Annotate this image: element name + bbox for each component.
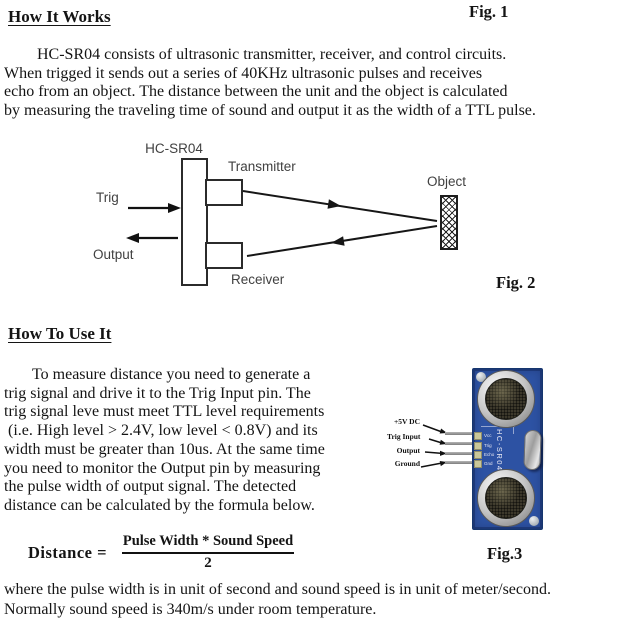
formula-lhs: Distance =	[28, 543, 108, 562]
section-heading-how-to-use-it: How To Use It	[8, 324, 112, 343]
pin-label-trig-input: Trig Input	[387, 432, 421, 441]
fig2-label: Fig. 2	[496, 273, 536, 292]
solder-pad	[474, 460, 482, 468]
text-line: where the pulse width is in unit of second and sound speed is in unit of meter/second.	[4, 581, 552, 598]
text-line: When trigged it sends out a series of 40KHz ultrasonic pulses and receives	[4, 64, 483, 82]
transmitter-label: Transmitter	[228, 159, 296, 174]
text-line: by measuring the traveling time of sound and output it as the width of a TTL pulse.	[4, 102, 536, 120]
transducer-top	[477, 370, 535, 428]
solder-pad	[474, 442, 482, 450]
text-line: HC-SR04 consists of ultrasonic transmitter, receiver, and control circuits.	[37, 46, 507, 63]
signal-arrows	[0, 135, 632, 300]
header-pin	[445, 442, 474, 445]
solder-pad	[474, 451, 482, 459]
fig1-label: Fig. 1	[469, 2, 509, 21]
text-line: you need to monitor the Output pin by measuring	[4, 459, 321, 477]
transducer-mesh	[485, 378, 527, 420]
receiver-label: Receiver	[231, 272, 285, 287]
solder-pad	[474, 432, 482, 440]
transducer-bottom	[477, 469, 535, 527]
mounting-hole	[529, 516, 539, 526]
pin-label-5v: +5V DC	[393, 417, 420, 426]
text-line: width must be greater than 10us. At the same time	[4, 440, 325, 458]
text-line: the pulse width of output signal. The detected	[4, 478, 297, 496]
footer-paragraph	[4, 580, 630, 619]
header-pin	[445, 461, 474, 464]
chip-label: HC-SR04	[145, 141, 203, 156]
pcb-trace	[513, 426, 514, 434]
text-line: (i.e. High level > 2.4V, low level < 0.8V) and its	[4, 422, 318, 440]
pin-label-ground: Ground	[394, 459, 420, 468]
text-line: distance can be calculated by the formula below.	[4, 496, 315, 514]
formula-numerator: Pulse Width * Sound Speed	[122, 533, 294, 549]
text-line: Normally sound speed is 340m/s under room temperature.	[4, 600, 377, 618]
object-label: Object	[427, 174, 467, 189]
transducer-mesh	[485, 477, 527, 519]
pad-label-gnd: Gnd	[484, 461, 493, 466]
header-pin	[445, 432, 474, 435]
formula-denominator: 2	[122, 552, 294, 572]
fig3-label: Fig.3	[487, 544, 523, 563]
output-label: Output	[93, 247, 134, 262]
pin-label-output: Output	[396, 446, 420, 455]
section-heading-how-it-works: How It Works	[8, 7, 111, 26]
text-line: echo from an object. The distance between the unit and the object is calculated	[4, 83, 508, 101]
formula-fraction	[122, 533, 294, 572]
text-line: To measure distance you need to generate a	[32, 366, 311, 383]
sensor-photo	[387, 362, 577, 537]
pad-label-echo: Echo	[484, 452, 495, 457]
text-line: trig signal and drive it to the Trig Input pin. The	[4, 384, 311, 402]
trig-label: Trig	[96, 190, 119, 205]
board-silkscreen-text: HC-SR04	[495, 429, 504, 472]
crystal-oscillator	[523, 430, 541, 471]
pcb-board	[472, 368, 543, 530]
paragraph-how-it-works	[4, 46, 630, 121]
text-line: trig signal leve must meet TTL level requirements	[4, 403, 325, 421]
header-pin	[445, 452, 474, 455]
pad-label-trig: Trig	[484, 443, 492, 448]
pad-label-vcc: Vcc	[484, 433, 492, 438]
fig2-diagram	[0, 135, 632, 300]
